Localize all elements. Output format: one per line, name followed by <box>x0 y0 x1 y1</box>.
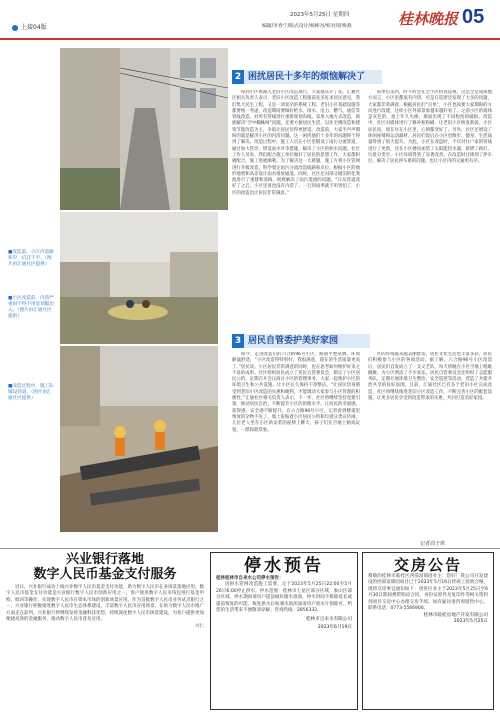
photo-caption-1: ■改造前，小区内道路狭窄，坑洼不平。（图片由汇通社区提供） <box>8 250 54 267</box>
ad1-source: 兴仁 <box>195 624 204 630</box>
section-3-body <box>232 352 360 538</box>
photo-caption-3: ■改造过程中，施工队铺设管道。（图片由汇通社区提供） <box>8 384 54 401</box>
section-2-heading <box>232 70 382 84</box>
page-header <box>0 0 500 40</box>
ad-industrial-bank <box>6 552 204 714</box>
ad2-box <box>210 552 358 710</box>
section-3-right-paragraph: 区的环境越来越美丽舒适，居民文化生活也丰富多彩，居民们积极参与小区的各项活动。据了解，六合路96号小区改造后，居民们自发成立了一支文艺队，每天傍晚在小区空地上唱歌跳舞，为小区增添了不少欢乐。居民自管委员会还组织了志愿服务队，定期开展环境卫生整治、安全巡逻等活动，营造了共建共治共享的良好氛围。目前，汇通社区已有多个老旧小区完成改造，社区将继续推进老旧小区改造工作，不断完善小区的配套设施，让更多居民享受到改造带来的实惠，共同打造美好家园。 <box>368 352 492 402</box>
newspaper-logo: 桂林晚报 <box>398 10 459 28</box>
section-2-paragraph: 每到小区被淹入老旧小区改造项目，大家都乐开了花。汇通社区相关负责人表示，老旧小区改造工程施前先多征求居民意见，我们集大民生工程，又是一项复杂的系统工程。老旧小区基础设施等都要统一考虑，改造期间要做好给水、排水、电力、燃气、通信等管线改造，对所有管线进行重新规划布线，采用入地方式改造，彻底解决“空中蜘蛛网”问题，还要方便居民生活，以住宅楼改造和建筑节能改造为主，争取让居民住得更舒适。改造前，大家半声声期盼的就是解决小区的内涝问题。这一困扰他们十多年的问题终于得到了解决。改造过程中，施工人员在小区里铺设了雨污分流管道，通过加大管径、增设雨水井等措施，解决了小区的积水问题。社区工作人员说，我们配合施工单位做好了居民的思想工作，大家都积极配合，施工进展顺利。为了解决这一大难题，施工方将小区管网进行升级改造，科学划定雨污分流改造线路和点位，根据小区的地形地势和高差设计雨水排放通道。同时，社区还对部分破旧的化粪池进行了重建和清掏，彻底解决了雨污混流的问题。“日从管道改好了之后，小区里再也没有内涝了。一旦到雨季就不用害怕了，小区的改造也让居民非常满意。” <box>232 90 360 196</box>
byline: 记者周子琪 <box>420 541 446 547</box>
photo-flooded-street <box>60 212 218 344</box>
ad2-intro: 桂林桂林市自来水公司停水预告： <box>216 576 284 581</box>
ad1-body: 近日，兴业银行成功上线兴业数字人民币基金支付功能，助力数字人民币在多场景落地应用。数字人民币基金支付功能是兴业银行数字人民币创新应用之一，客户使用数字人民币钱包进行基金申购、赎回等操作，实现数字人民币在资本市场的创新场景应用。作为首批数字人民币业务试点银行之一，兴业银行积极推进数字人民币生态体系建设，丰富数字人民币应用场景，在助力数字人民币推广方面走在前列。兴业银行将继续发挥金融科技优势，持续深化数字人民币场景建设，为客户提供更加便捷高效的金融服务，推动数字人民币普及应用。 <box>6 585 204 623</box>
ad2-paragraph: 因供水管网改造施工需要，定于2023年5月25日22:00至5月26日6:00停止供水。停水范围：桂林市七星区部分区域、象山区部分区域。停水期间请用户提前做好储水准备，停水时间不排除延长或提前恢复的可能，恢复供水后如遇水质浑浊请用户放水片刻即可。给您的生活带来不便敬请谅解。咨询热线：2856332。 <box>216 582 352 614</box>
ad2-title: 停水预告 <box>244 556 324 576</box>
ad-water-outage <box>210 552 358 714</box>
section-3-paragraph: 如今，走进改造后的六合路96号小区，路面平整宽阔，环境静谧舒适，“小区改造得特别好，我很满意，现在的生活质量更高了。”居民说。小区居民非常满意的同时，也在思考如何维护好来之不易的成果。社区组织居民成立了居民自管委员会，制定了小区居民公约，定期召开会议商讨小区的管理事务，大家一起维护小区的环境卫生和公共设施，让小区长久保持干净整洁。“让居民切身感受到老旧小区改造的实惠和便利，才能调动大家参与小区管理的积极性。”汇通社区相关负责人表示，下一步，社区将继续坚持党建引领，推动居民自治，不断提升小区的治理水平，让居民的幸福感、获得感、安全感不断提升。在六合路96号小区，记者看到楼道里堆放的杂物不见了，墙上张贴着小区居民公约和垃圾分类宣传画，几位老人坐在小区新安装的座椅上聊天，孩子们在空地上嬉戏玩耍，一派和谐景象。 <box>232 352 360 433</box>
section-number: 3 <box>232 334 244 348</box>
photo-pipe-construction <box>60 346 218 532</box>
ad3-body: 尊敬的桂林市临桂区西部富锦园业主：您好！我公司开发建设的西部富锦园项目已于2023年5月16日经竣工验收合格，现将交房事宜通知如下：请各位业主于2023年5月25日至6月30日期间携带购房合同、身份证原件及复印件等相关资料到项目交房中心办理交房手续。如有疑问请咨询销售中心，联系电话：0773-5566900。 <box>368 574 488 612</box>
section-3-body-right <box>368 352 492 536</box>
page-label-text: 上接04版 <box>21 24 47 31</box>
section-2-body <box>232 90 360 320</box>
ad3-box <box>362 552 494 710</box>
section-3-heading <box>232 334 370 348</box>
photo-caption-2: ■小区改造前，内涝严重时不得不用皮划艇出入。（图片由汇通社区提供） <box>8 296 54 319</box>
page-number: 05 <box>462 6 485 28</box>
section-title: 困扰居民十多年的烦恼解决了 <box>248 72 366 82</box>
ad3-title: 交房公告 <box>393 556 462 574</box>
section-title: 居民自管委护美好家园 <box>248 336 339 346</box>
ad-housing-delivery <box>362 552 494 714</box>
editor-line: 编辑/李春宁/版式设计/杨彬谷/校对/蒋梅燕 <box>262 24 352 29</box>
section-2-right-paragraph: 雨季后来到，时不时会在全小区检查巡视，这是全是成绩地方而言，小区里都很有内涝，可是在巡逻还发现了大多的问题，大家都非常满意。根据居民们“点单”，小区也按要大家期盼的方向进行改建，这样小区外部景象越来越好看了。之前小区的墙体是灰色的，加上年久失修，墙面出现了不同程度的破损。改造中，社区对墙体进行了修补和粉刷，让老旧小区焕发新貌。小区居民说，现在住在小区里，心情都变好了。另外，社区还增设了休闲座椅和运动器材，居民们饭后在小区里散步、健身，生活质量得到了很大提升。为此，小区在改造时，不仅对住户家的管线进行了更新，还在小区楼顶加装了太阳能热水器，新增了路灯、垃圾分类亭，小区环境得到了显著改善。在改造时还规划了停车位，解决了居民停车难的问题，也让小区内的交通更有序。 <box>368 90 492 165</box>
ad2-signature: 桂林市自来水有限公司 <box>306 617 352 623</box>
section-number: 2 <box>232 70 244 84</box>
ad2-date: 2023年6月19日 <box>317 625 352 631</box>
ad1-title: 兴业银行落地 数字人民币基金支付服务 <box>33 552 177 582</box>
ad3-date: 2023年5月25日 <box>453 619 488 625</box>
ad2-body <box>216 582 352 614</box>
bullet-icon <box>12 25 18 31</box>
issue-date: 2023年5月25日 星期四 <box>290 12 350 18</box>
section-2-body-right <box>368 90 492 320</box>
photo-before-alley <box>60 48 228 210</box>
page-label <box>12 22 47 31</box>
ad3-signature: 桂林市临桂房地产开发有限公司 <box>423 613 488 619</box>
bottom-divider <box>0 548 500 549</box>
